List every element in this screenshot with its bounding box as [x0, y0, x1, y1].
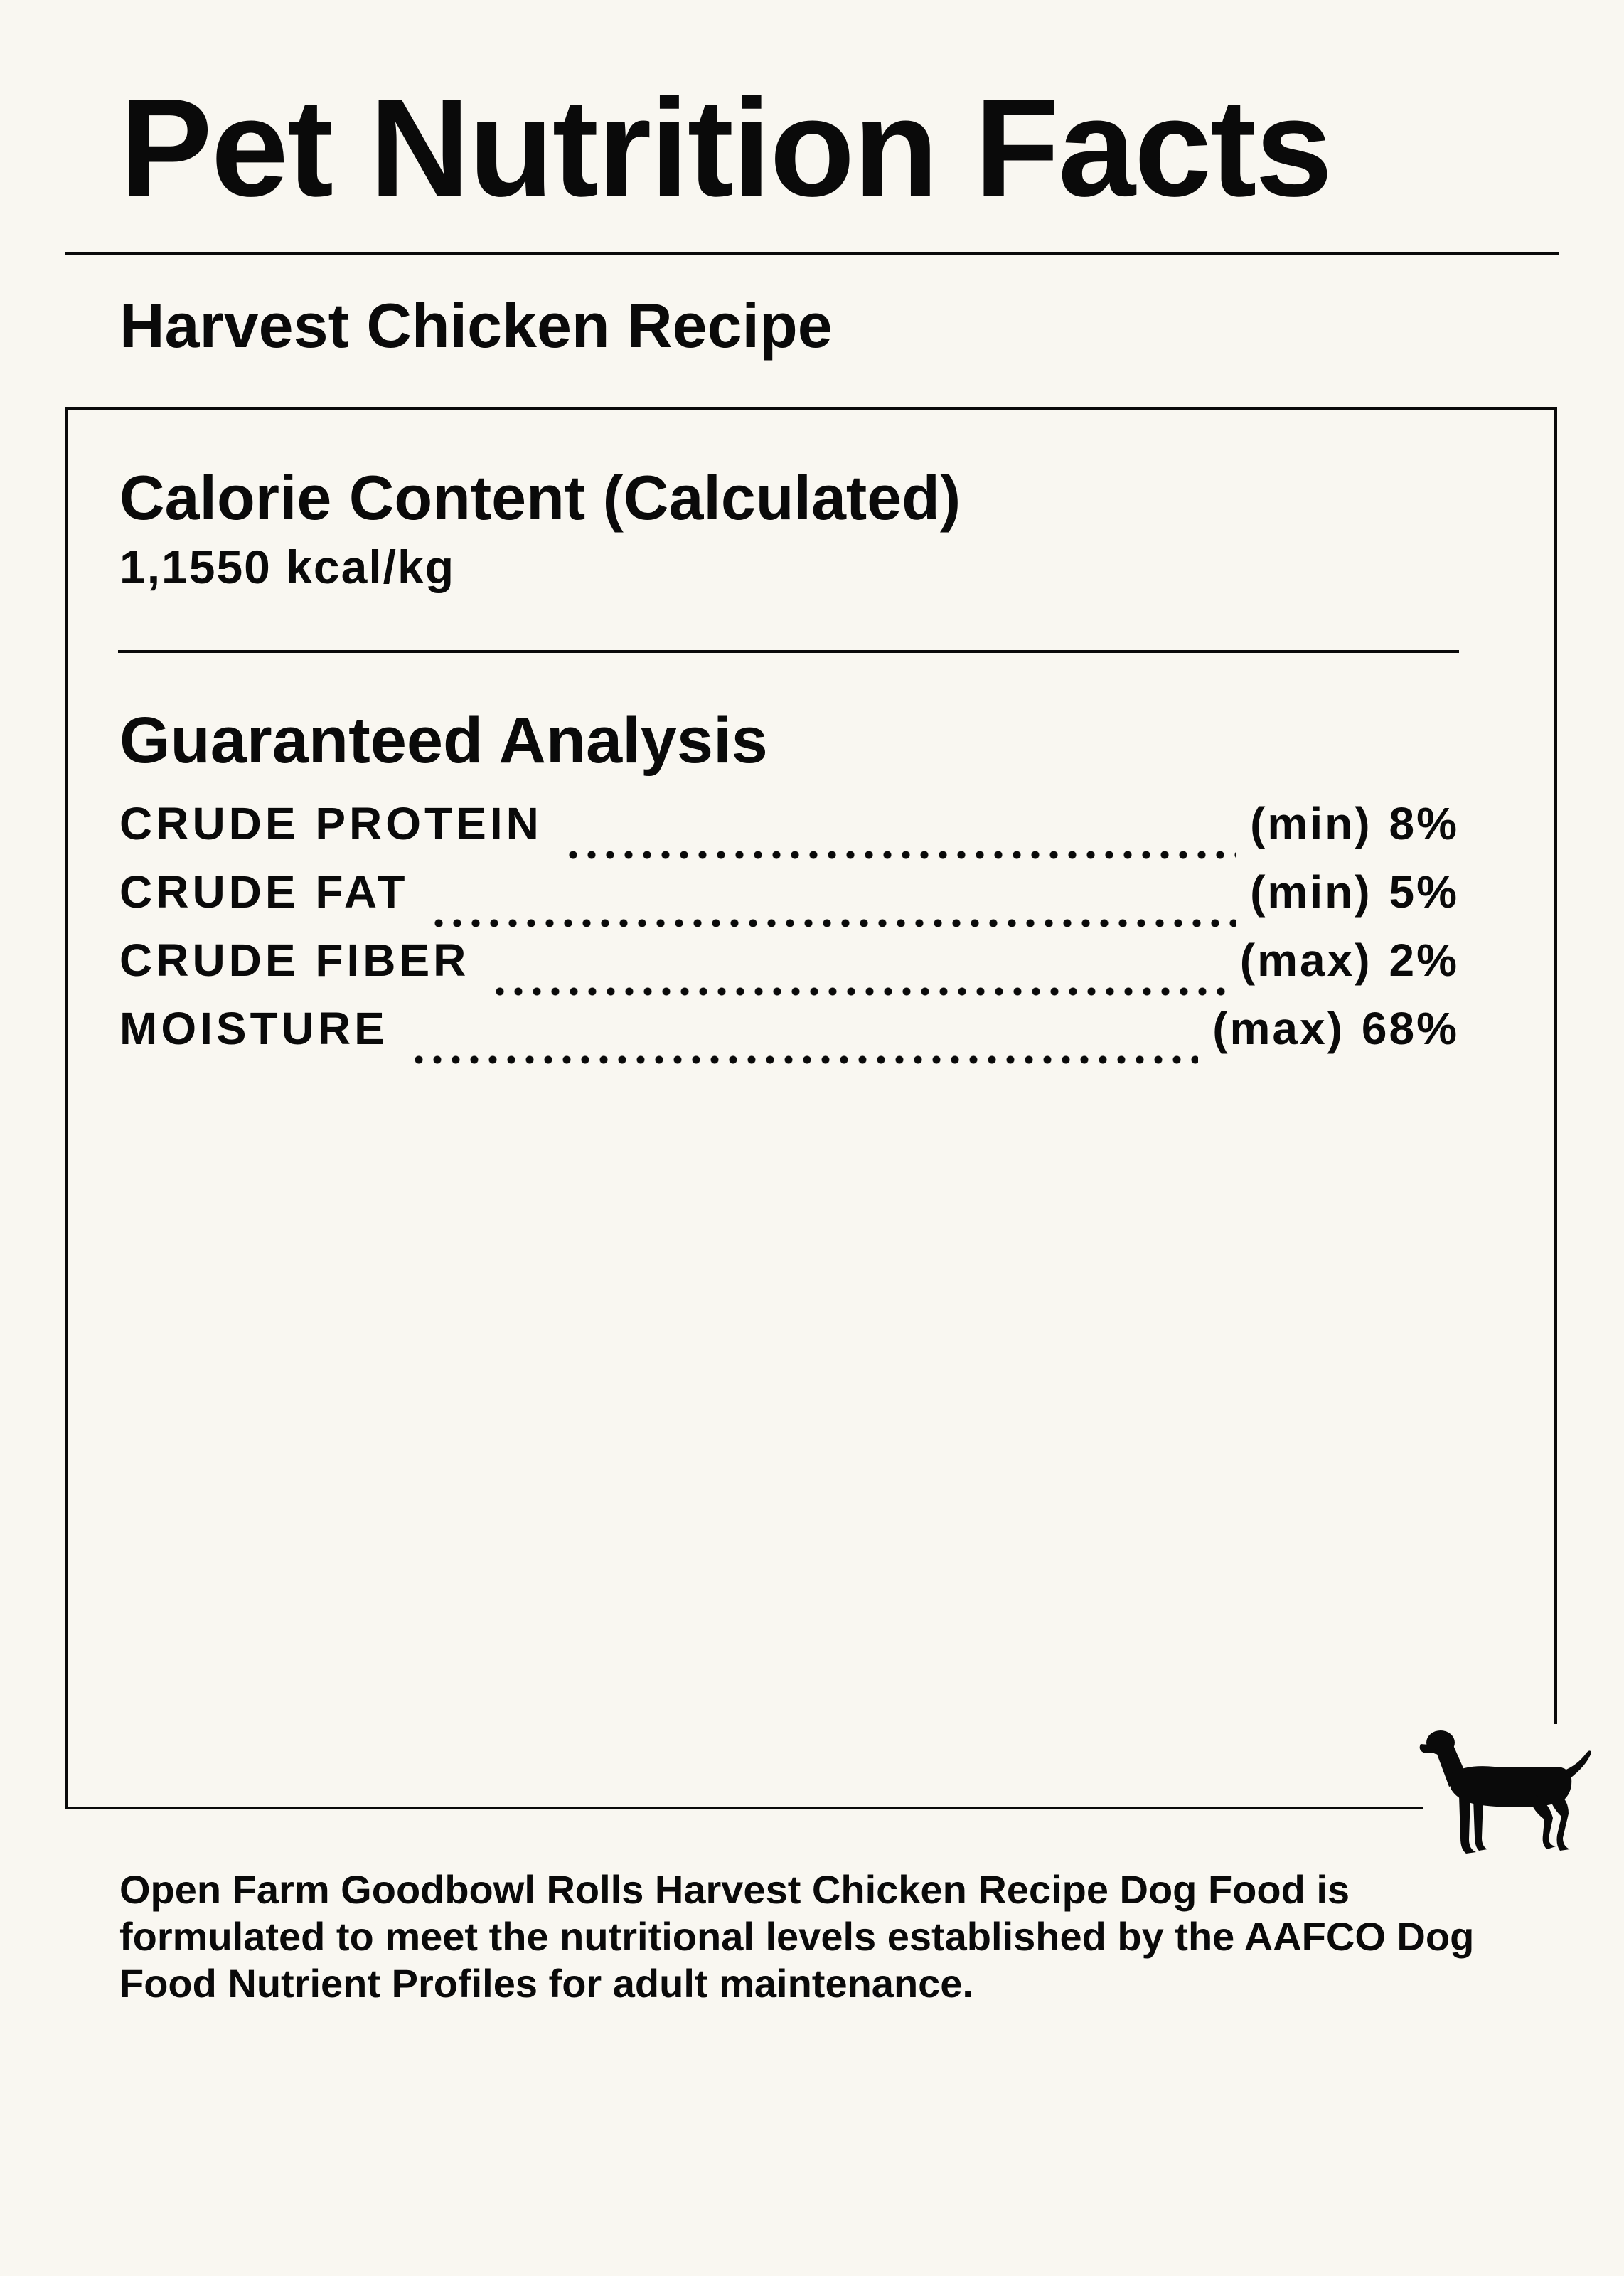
recipe-name: Harvest Chicken Recipe: [119, 290, 833, 361]
analysis-value: 68%: [1361, 1003, 1459, 1054]
analysis-name: MOISTURE: [119, 1003, 388, 1054]
analysis-qualifier: (max): [1212, 1003, 1345, 1054]
analysis-value: 5%: [1389, 866, 1459, 918]
analysis-name: CRUDE PROTEIN: [119, 798, 543, 849]
analysis-value: 8%: [1389, 798, 1459, 849]
page-title: Pet Nutrition Facts: [119, 70, 1332, 225]
analysis-value: 2%: [1389, 935, 1459, 986]
aafco-statement: Open Farm Goodbowl Rolls Harvest Chicken Recipe Dog Food is formulated to meet the nutritional levels established by the AAFCO Dog Food Nutrient Profiles for adult maintenance.: [119, 1867, 1475, 2006]
guaranteed-analysis-heading: Guaranteed Analysis: [119, 704, 768, 777]
analysis-name: CRUDE FIBER: [119, 935, 470, 986]
dot-leader: [564, 851, 1236, 859]
nutrition-panel-right-border: [1554, 407, 1557, 1724]
analysis-name: CRUDE FAT: [119, 866, 409, 918]
calorie-value: 1,1550 kcal/kg: [119, 541, 456, 593]
guaranteed-analysis-list: [119, 798, 1459, 1074]
dot-leader: [410, 1055, 1198, 1064]
dot-leader: [491, 987, 1225, 996]
dog-silhouette-icon: [1416, 1724, 1591, 1856]
calorie-heading: Calorie Content (Calculated): [119, 462, 961, 533]
analysis-qualifier: (min): [1250, 798, 1372, 849]
analysis-row-crude-protein: [119, 798, 1459, 869]
analysis-row-crude-fiber: [119, 937, 1459, 1006]
analysis-qualifier: (min): [1250, 866, 1372, 918]
section-divider: [118, 650, 1459, 653]
analysis-qualifier: (max): [1239, 935, 1372, 986]
dot-leader: [429, 919, 1236, 927]
nutrition-panel: [65, 407, 1556, 1809]
analysis-row-crude-fat: [119, 866, 1459, 937]
analysis-row-moisture: [119, 1003, 1459, 1074]
title-divider: [65, 252, 1559, 255]
nutrition-panel-bottom-border: [65, 1807, 1423, 1809]
